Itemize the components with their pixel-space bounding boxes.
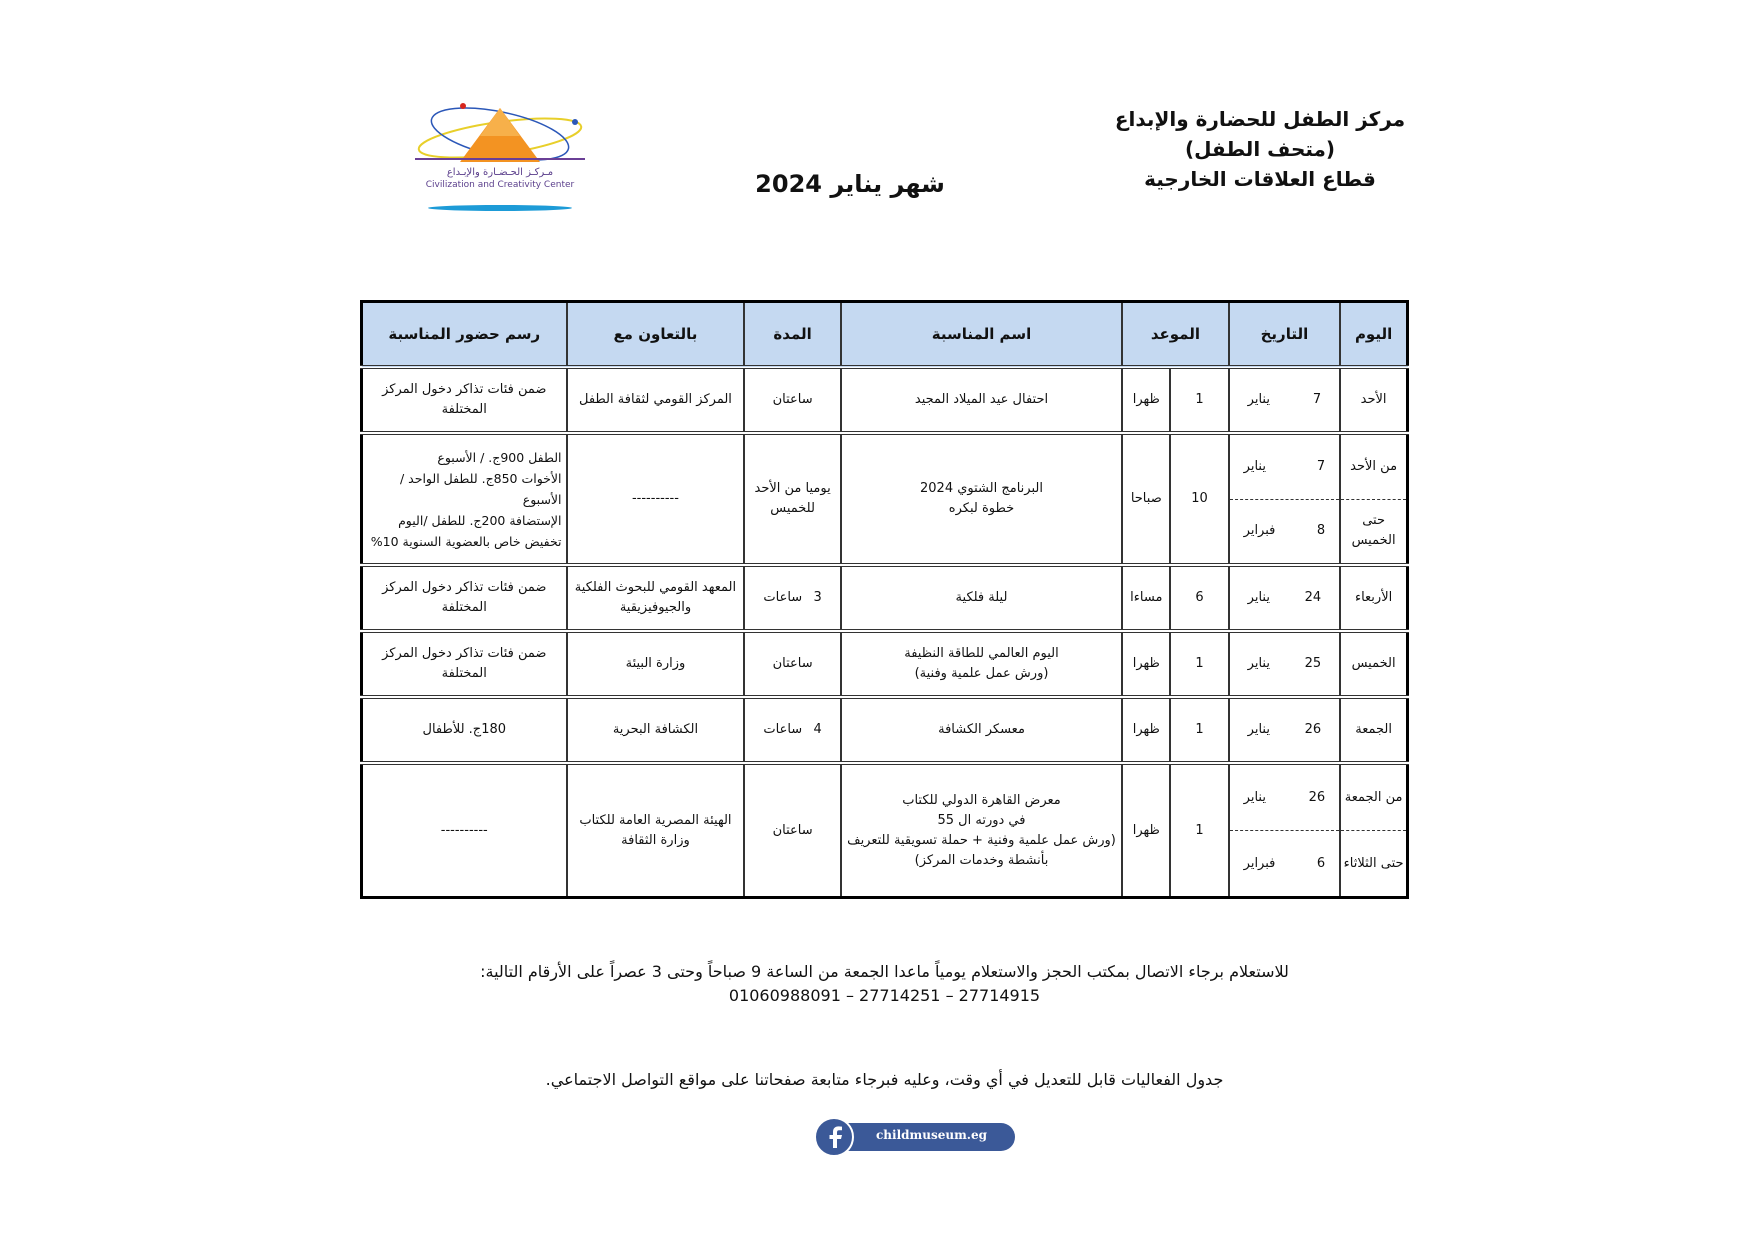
header-day: اليوم — [1340, 302, 1407, 368]
fee-line: الإستضافة 200ج. للطفل /اليوم — [398, 512, 562, 528]
cell-duration: ساعتان — [744, 763, 840, 898]
event-line: في دورته ال 55 — [937, 812, 1026, 828]
date-from-month: يناير — [1243, 458, 1266, 474]
cell-time-num: 1 — [1170, 631, 1228, 697]
partner-line: وزارة الثقافة — [621, 832, 690, 848]
event-line: معرض القاهرة الدولي للكتاب — [902, 792, 1061, 808]
header-event: اسم المناسبة — [841, 302, 1122, 368]
cell-time-num: 1 — [1170, 763, 1228, 898]
partner-line: الهيئة المصرية العامة للكتاب — [579, 812, 732, 828]
date-month: يناير — [1247, 656, 1270, 671]
cell-fee: ضمن فئات تذاكر دخول المركز المختلفة — [362, 631, 567, 697]
header-time: الموعد — [1122, 302, 1228, 368]
cell-time-period: صباحا — [1122, 433, 1170, 565]
event-line: (ورش عمل علمية وفنية + حملة تسويقية للتعريف — [847, 832, 1116, 848]
event-line: (ورش عمل علمية وفنية) — [914, 666, 1049, 681]
cell-time-period: ظهرا — [1122, 697, 1170, 763]
cell-partner: المعهد القومي للبحوث الفلكية والجيوفيزيقية — [567, 565, 745, 631]
duration-num: 4 — [813, 722, 822, 737]
cell-date — [1229, 697, 1341, 763]
table-row — [362, 631, 1408, 697]
cell-date — [1229, 367, 1341, 433]
event-line: اليوم العالمي للطاقة النظيفة — [904, 646, 1059, 661]
date-day: 24 — [1304, 590, 1322, 605]
month-title: شهر يناير 2024 — [755, 170, 945, 198]
day-to: حتى الخميس — [1351, 513, 1396, 549]
cell-day-range — [1340, 433, 1407, 565]
cell-event: ليلة فلكية — [841, 565, 1122, 631]
table-header-row — [362, 302, 1408, 368]
phone-numbers: 01060988091 – 27714251 – 27714915 — [728, 986, 1041, 1005]
date-to-month: فبراير — [1243, 855, 1276, 871]
cell-fee: ---------- — [362, 763, 567, 898]
cell-date-range — [1229, 763, 1341, 898]
org-subname: (متحف الطفل) — [1184, 137, 1336, 161]
cell-date — [1229, 631, 1341, 697]
cell-event: احتفال عيد الميلاد المجيد — [841, 367, 1122, 433]
date-from-month: يناير — [1243, 789, 1266, 805]
duration-unit: ساعات — [763, 722, 803, 737]
header-partner: بالتعاون مع — [567, 302, 745, 368]
date-from-day: 26 — [1308, 789, 1326, 805]
logo-caption — [405, 167, 595, 191]
date-day: 7 — [1312, 392, 1322, 407]
date-month: يناير — [1247, 590, 1270, 605]
cell-fee: ضمن فئات تذاكر دخول المركز المختلفة — [362, 367, 567, 433]
event-line: خطوة لبكره — [948, 501, 1015, 516]
cell-fee — [362, 433, 567, 565]
cell-day: الأربعاء — [1340, 565, 1407, 631]
date-to-day: 6 — [1316, 855, 1326, 871]
date-month: يناير — [1247, 392, 1270, 407]
fee-line: الأخوات 850ج. للطفل الواحد / الأسبوع — [399, 470, 562, 507]
logo-text-ar: مـركـز الحـضـارة والإبـداع — [446, 167, 554, 178]
date-day: 25 — [1304, 656, 1322, 671]
cell-event: معسكر الكشافة — [841, 697, 1122, 763]
cell-time-period: ظهرا — [1122, 763, 1170, 898]
disclaimer: جدول الفعاليات قابل للتعديل في أي وقت، وعليه فبرجاء متابعة صفحاتنا على مواقع التواصل الاجتماعي. — [545, 1070, 1224, 1089]
header-date: التاريخ — [1229, 302, 1341, 368]
cell-time-num: 1 — [1170, 697, 1228, 763]
duration-num: 3 — [813, 590, 822, 605]
cell-time-period: مساءا — [1122, 565, 1170, 631]
table-row — [362, 367, 1408, 433]
date-from-day: 7 — [1316, 458, 1326, 474]
fee-line: الطفل 900ج. / الأسبوع — [437, 449, 562, 465]
org-department: قطاع العلاقات الخارجية — [1144, 167, 1376, 191]
cell-date — [1229, 565, 1341, 631]
cell-date-range — [1229, 433, 1341, 565]
cell-duration — [744, 565, 840, 631]
cell-event — [841, 763, 1122, 898]
date-day: 26 — [1304, 722, 1322, 737]
cell-duration: ساعتان — [744, 631, 840, 697]
cell-partner: المركز القومي لثقافة الطفل — [567, 367, 745, 433]
events-table — [360, 300, 1409, 899]
table-row — [362, 697, 1408, 763]
table-row — [362, 433, 1408, 565]
cell-time-period: ظهرا — [1122, 631, 1170, 697]
facebook-handle[interactable]: childmuseum.eg — [876, 1128, 987, 1142]
center-logo — [405, 96, 595, 216]
cell-time-period: ظهرا — [1122, 367, 1170, 433]
cell-day-range — [1340, 763, 1407, 898]
logo-text-en: Civilization and Creativity Center — [425, 180, 575, 190]
date-month: يناير — [1247, 722, 1270, 737]
event-line: بأنشطة وخدمات المركز) — [914, 852, 1049, 868]
fee-line: تخفيض خاص بالعضوية السنوية 10% — [370, 533, 562, 549]
day-from: من الجمعة — [1341, 765, 1406, 831]
cell-time-num: 10 — [1170, 433, 1228, 565]
cell-partner — [567, 763, 745, 898]
cell-duration — [744, 697, 840, 763]
cell-partner: الكشافة البحرية — [567, 697, 745, 763]
date-to-day: 8 — [1316, 523, 1326, 539]
table-row — [362, 763, 1408, 898]
cell-partner: وزارة البيئة — [567, 631, 745, 697]
event-line: البرنامج الشتوي 2024 — [920, 481, 1043, 496]
cell-time-num: 6 — [1170, 565, 1228, 631]
header-fee: رسم حضور المناسبة — [362, 302, 567, 368]
day-from: من الأحد — [1341, 435, 1406, 500]
contact-info: للاستعلام برجاء الاتصال بمكتب الحجز والاستعلام يومياً ماعدا الجمعة من الساعة 9 صباحاً وحتى 3 عصراً على الأرقام التالية: — [480, 962, 1289, 981]
org-name: مركز الطفل للحضارة والإبداع — [1114, 107, 1406, 131]
organization-header — [1110, 104, 1410, 194]
cell-time-num: 1 — [1170, 367, 1228, 433]
cell-day: الأحد — [1340, 367, 1407, 433]
cell-duration: يوميا من الأحد للخميس — [744, 433, 840, 565]
cell-event — [841, 433, 1122, 565]
cell-duration: ساعتان — [744, 367, 840, 433]
header-duration: المدة — [744, 302, 840, 368]
duration-unit: ساعات — [763, 590, 803, 605]
cell-fee: ضمن فئات تذاكر دخول المركز المختلفة — [362, 565, 567, 631]
cell-partner: ---------- — [567, 433, 745, 565]
day-to: حتى الثلاثاء — [1343, 855, 1404, 871]
cell-day: الخميس — [1340, 631, 1407, 697]
cell-event — [841, 631, 1122, 697]
cell-day: الجمعة — [1340, 697, 1407, 763]
cell-fee: 180ج. للأطفال — [362, 697, 567, 763]
date-to-month: فبراير — [1243, 523, 1276, 539]
table-row — [362, 565, 1408, 631]
